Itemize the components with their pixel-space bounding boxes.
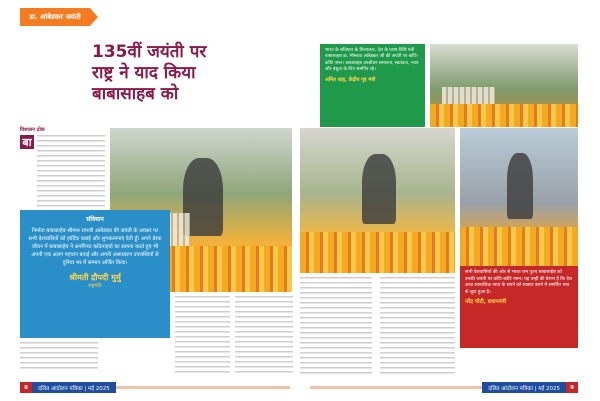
byline: विशालन ठोक xyxy=(20,127,45,133)
body-text-col4 xyxy=(300,277,372,374)
body-text-col5 xyxy=(380,277,455,374)
section-tag: डा. आंबेडकर जयंती xyxy=(29,12,81,21)
caption-green-name: अमित शाह, केंद्रीय गृह मंत्री xyxy=(325,76,376,83)
headline-line-1: 135वीं जयंती पर xyxy=(92,42,207,62)
caption-green-text: भारत के संविधान के शिल्पकार, देश के प्रथम विधि मंत्री बाबासाहब डा. भीमराव आंबेडकर जी की जयंती पर कोटि-कोटि नमन। बाबासाहब आजीवन समानता, स्वतंत्रता, न्याय और बंधुता के लिए समर्पित रहे। xyxy=(325,48,419,73)
quote-role: राष्ट्रपति xyxy=(88,283,102,289)
footer-left-text: दलित आंदोलन पत्रिका | मई 2025 xyxy=(32,382,116,393)
page-number-right: 9 xyxy=(566,382,578,393)
flower-garland xyxy=(460,227,578,266)
footer-right xyxy=(482,382,578,393)
quote-text: निर्माता बाबासाहेब श्रीमाम रामजी आंबेडकर की जयंती के अवसर पर सभी देशवासियों को हार्दिक बधाई और शुभकामनाएं देती हूँ। अपने प्रेरक जीवन में बाबासाहेब ने अनगिनत कठिनाइयों का सामना करते हुए भी अपनी एक अलग पहचान बनाई और अपनी असाधारण उपलब्धियों से दुनिया भर में सम्मान अर्जित किया। xyxy=(28,228,162,266)
dignitaries-group xyxy=(442,87,495,105)
flower-garland xyxy=(300,232,455,273)
body-text-col2 xyxy=(175,296,230,374)
headline xyxy=(92,42,282,105)
photo-tribute-mid xyxy=(300,128,455,273)
quote-label: संविधान xyxy=(86,216,104,223)
page-number-left: 8 xyxy=(20,382,32,393)
body-text-col1-bottom xyxy=(20,342,98,372)
caption-green xyxy=(320,44,425,127)
headline-line-2: राष्ट्र ने याद किया xyxy=(92,63,196,83)
footer-left xyxy=(20,382,116,393)
headline-line-3: बाबासाहब को xyxy=(92,84,179,104)
caption-red-text: सभी देशवासियों की ओर से भारत रत्न पूज्य बाबासाहेब को उनकी जयंती पर कोटि-कोटि नमन। यह उन्हीं की प्रेरणा है कि देश आज सामाजिक न्याय के सपने को साकार करने में समर्पित भाव से जुटा हुआ है। xyxy=(465,270,572,295)
quote-name: श्रीमती द्रौपदी मुर्मु xyxy=(69,273,121,282)
body-text-col1-top xyxy=(37,135,105,207)
caption-red-name: नरेंद्र मोदी, प्रधानमंत्री xyxy=(465,299,507,306)
caption-red xyxy=(460,266,578,348)
photo-statue-right xyxy=(460,128,578,266)
body-text-col3 xyxy=(235,296,293,374)
dropcap: बा xyxy=(20,135,34,149)
president-quote-box xyxy=(20,210,170,338)
photo-tribute-top-right xyxy=(430,44,578,127)
section-ribbon xyxy=(20,8,90,26)
statue-figure xyxy=(362,154,396,224)
flower-garland xyxy=(430,104,578,127)
statue-figure xyxy=(507,153,533,219)
footer-right-text: दलित आंदोलन पत्रिका | मई 2025 xyxy=(482,382,566,393)
